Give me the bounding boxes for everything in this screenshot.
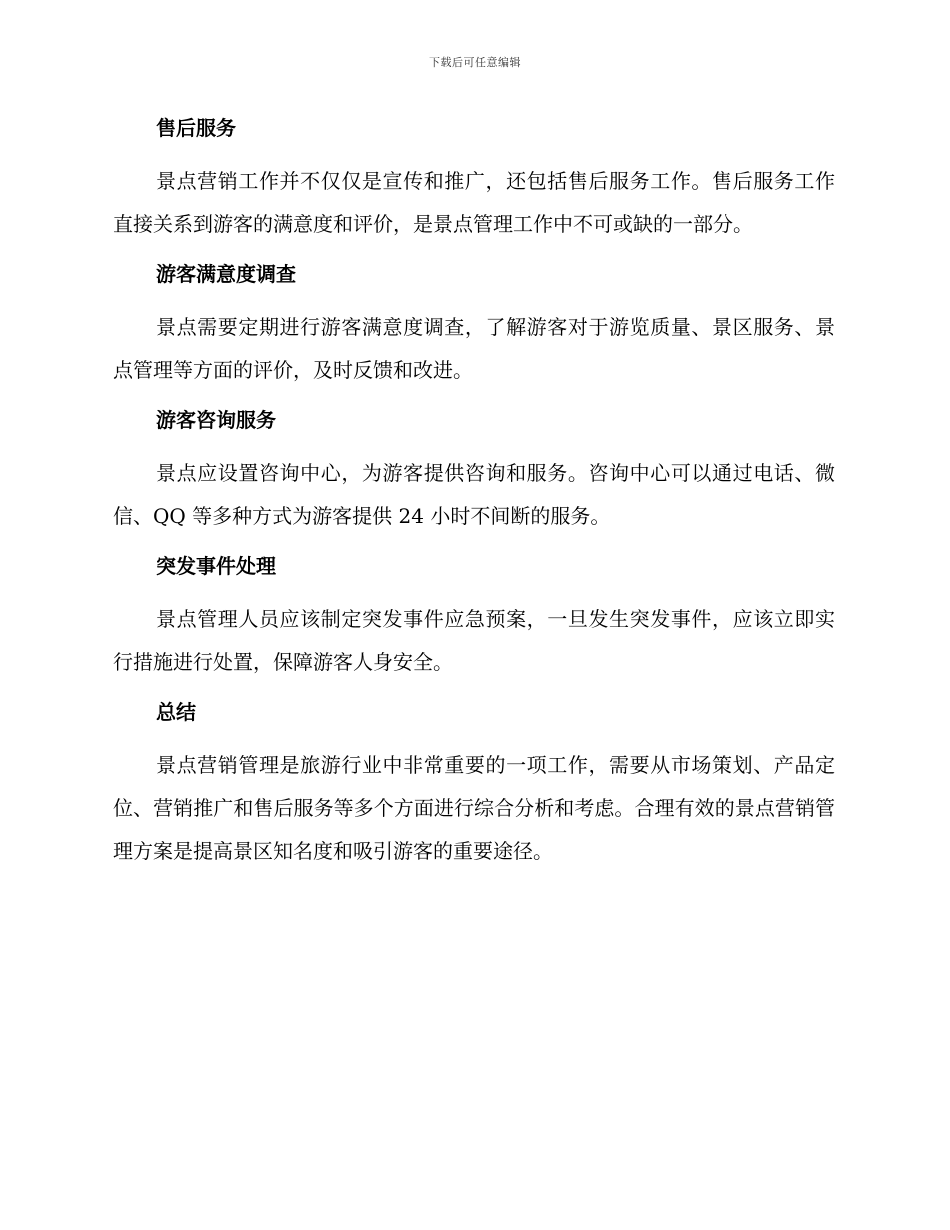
header-note: 下载后可任意编辑: [429, 56, 521, 69]
section-heading: 突发事件处理: [156, 554, 276, 578]
section-after-sales: [113, 108, 835, 246]
section-summary: [113, 692, 835, 873]
section-heading: 游客满意度调查: [156, 262, 296, 286]
document-body: [113, 108, 835, 881]
section-paragraph: 景点管理人员应该制定突发事件应急预案，一旦发生突发事件，应该立即实行措施进行处置，保障游客人身安全。: [113, 607, 835, 674]
section-heading: 售后服务: [156, 116, 236, 140]
section-heading: 总结: [156, 700, 196, 724]
section-satisfaction-survey: [113, 254, 835, 392]
section-paragraph: 景点需要定期进行游客满意度调查，了解游客对于游览质量、景区服务、景点管理等方面的评价，及时反馈和改进。: [113, 315, 835, 382]
section-consultation-service: [113, 400, 835, 538]
section-paragraph: 景点营销管理是旅游行业中非常重要的一项工作，需要从市场策划、产品定位、营销推广和售后服务等多个方面进行综合分析和考虑。合理有效的景点营销管理方案是提高景区知名度和吸引游客的重要途径。: [113, 753, 835, 863]
section-paragraph: 景点营销工作并不仅仅是宣传和推广，还包括售后服务工作。售后服务工作直接关系到游客的满意度和评价，是景点管理工作中不可或缺的一部分。: [113, 169, 835, 236]
section-heading: 游客咨询服务: [156, 408, 276, 432]
section-emergency-handling: [113, 546, 835, 684]
section-paragraph: 景点应设置咨询中心，为游客提供咨询和服务。咨询中心可以通过电话、微信、QQ 等多种方式为游客提供 24 小时不间断的服务。: [113, 461, 835, 528]
